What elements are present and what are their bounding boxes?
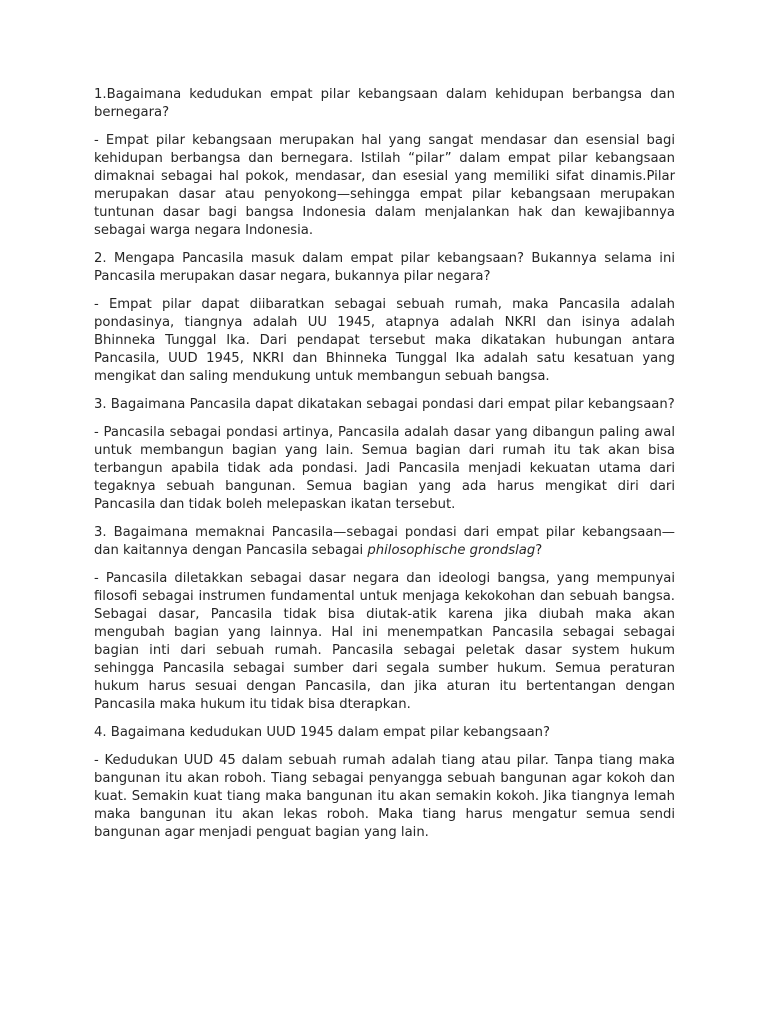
answer-1: - Empat pilar kebangsaan merupakan hal yang sangat mendasar dan esensial bagi kehidupan berbangsa dan bernegara. Istilah “pilar” dalam empat pilar kebangsaan dimaknai sebagai hal pokok, mendasar, dan esesial yang memiliki sifat dinamis.Pilar merupakan dasar atau penyokong—sehingga empat pilar kebangsaan merupakan tuntunan dasar bagi bangsa Indonesia dalam menjalankan hak dan kewajibannya sebagai warga negara Indonesia. bbox=[94, 133, 675, 238]
question-3b-italic-term: philosophische grondslag bbox=[367, 543, 536, 558]
answer-2: - Empat pilar dapat diibaratkan sebagai sebuah rumah, maka Pancasila adalah pondasinya, tiangnya adalah UU 1945, atapnya adalah NKRI dan isinya adalah Bhinneka Tunggal Ika. Dari pendapat tersebut maka dikatakan hubungan antara Pancasila, UUD 1945, NKRI dan Bhinneka Tunggal Ika adalah satu kesatuan yang mengikat dan saling mendukung untuk membangun sebuah bangsa. bbox=[94, 297, 675, 384]
question-3b-prefix: 3. Bagaimana memaknai Pancasila—sebagai pondasi dari empat pilar kebangsaan—dan kaitannya dengan Pancasila sebagai bbox=[94, 525, 675, 558]
document-body bbox=[94, 86, 675, 852]
answer-3b: - Pancasila diletakkan sebagai dasar negara dan ideologi bangsa, yang mempunyai filosofi sebagai instrumen fundamental untuk menjaga kekokohan dan sebuah bangsa. Sebagai dasar, Pancasila tidak bisa diutak-atik karena jika diubah maka akan mengubah bagian yang lainnya. Hal ini menempatkan Pancasila sebagai sebagai bagian inti dari sebuah rumah. Pancasila sebagai peletak dasar system hukum sehingga Pancasila sebagai sumber dari segala sumber hukum. Semua peraturan hukum harus sesuai dengan Pancasila, dan jika aturan itu bertentangan dengan Pancasila maka hukum itu tidak bisa dterapkan. bbox=[94, 571, 675, 712]
answer-3: - Pancasila sebagai pondasi artinya, Pancasila adalah dasar yang dibangun paling awal untuk membangun bagian yang lain. Semua bagian dari rumah itu tak akan bisa terbangun apabila tidak ada pondasi. Jadi Pancasila menjadi kekuatan utama dari tegaknya sebuah bangunan. Semua bagian yang ada harus mengikat diri dari Pancasila dan tidak boleh melepaskan ikatan tersebut. bbox=[94, 425, 675, 512]
question-4: 4. Bagaimana kedudukan UUD 1945 dalam empat pilar kebangsaan? bbox=[94, 725, 551, 740]
question-2: 2. Mengapa Pancasila masuk dalam empat pilar kebangsaan? Bukannya selama ini Pancasila merupakan dasar negara, bukannya pilar negara? bbox=[94, 251, 675, 284]
question-3b bbox=[94, 524, 675, 560]
question-3: 3. Bagaimana Pancasila dapat dikatakan sebagai pondasi dari empat pilar kebangsaan? bbox=[94, 397, 675, 412]
question-1: 1.Bagaimana kedudukan empat pilar kebangsaan dalam kehidupan berbangsa dan bernegara? bbox=[94, 87, 675, 120]
answer-4: - Kedudukan UUD 45 dalam sebuah rumah adalah tiang atau pilar. Tanpa tiang maka bangunan itu akan roboh. Tiang sebagai penyangga sebuah bangunan agar kokoh dan kuat. Semakin kuat tiang maka bangunan itu akan semakin kokoh. Jika tiangnya lemah maka bangunan itu akan lekas roboh. Maka tiang harus mengatur semua sendi bangunan agar menjadi penguat bagian yang lain. bbox=[94, 753, 675, 840]
question-3b-suffix: ? bbox=[535, 543, 543, 558]
